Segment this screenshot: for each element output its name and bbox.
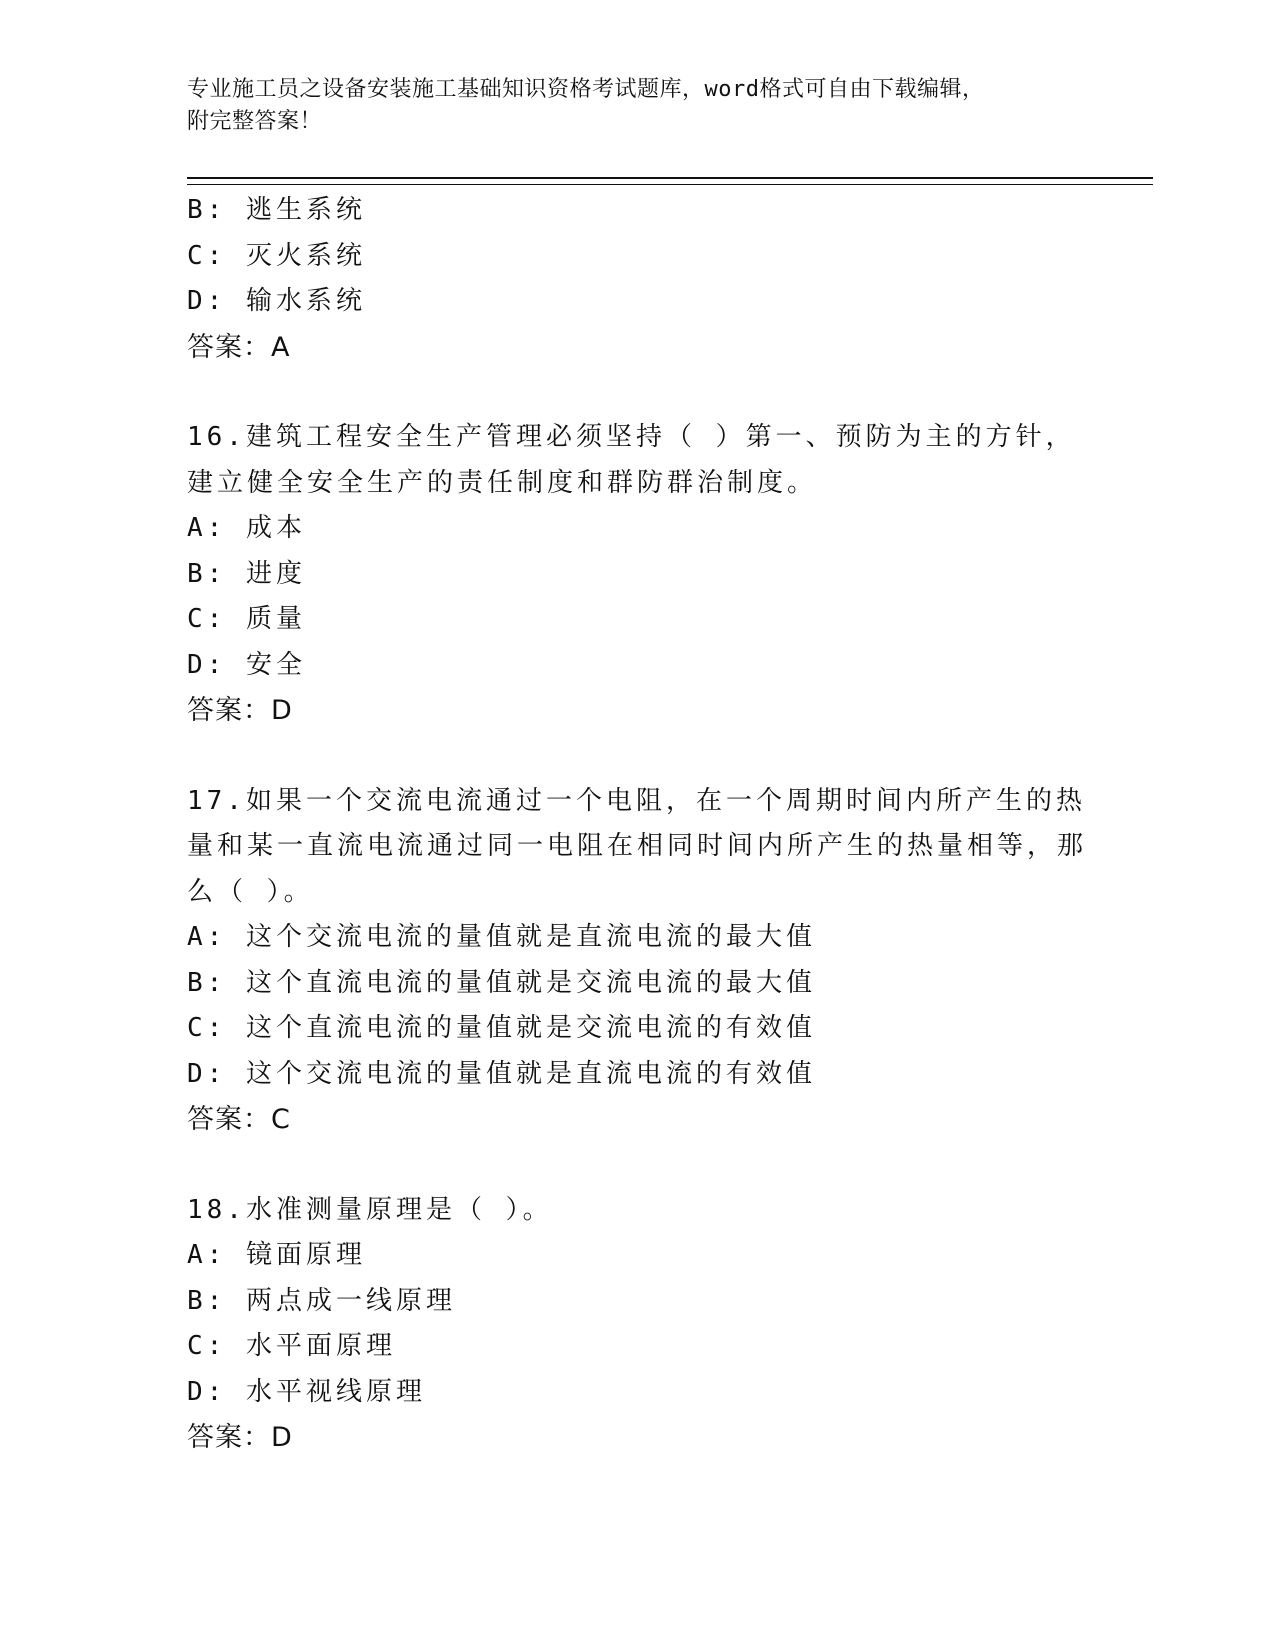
option-d: D: 安全: [187, 649, 306, 680]
answer: 答案：D: [187, 1422, 293, 1453]
option-d: D: 输水系统: [187, 286, 366, 316]
option-b: B: 这个直流电流的量值就是交流电流的最大值: [187, 967, 816, 998]
header-line-2: 附完整答案！: [187, 109, 323, 134]
option-a: A: 镜面原理: [187, 1240, 366, 1270]
spacer: [187, 734, 1087, 779]
answer: 答案：A: [187, 331, 291, 363]
answer: 答案：D: [187, 695, 293, 726]
question-15-continued: [187, 188, 1087, 370]
option-b: B: 逃生系统: [187, 195, 366, 225]
option-d: D: 水平视线原理: [187, 1376, 426, 1407]
option-a: A: 成本: [187, 513, 306, 543]
question-list: [187, 188, 1087, 1461]
question-16: [187, 415, 1087, 734]
option-a: A: 这个交流电流的量值就是直流电流的最大值: [187, 922, 816, 952]
spacer: [187, 370, 1087, 415]
option-d: D: 这个交流电流的量值就是直流电流的有效值: [187, 1058, 816, 1089]
option-c: C: 这个直流电流的量值就是交流电流的有效值: [187, 1013, 816, 1043]
option-c: C: 质量: [187, 604, 306, 634]
option-b: B: 两点成一线原理: [187, 1285, 456, 1316]
question-text: 17.如果一个交流电流通过一个电阻，在一个周期时间内所产生的热量和某一直流电流通过同一电阻在相同时间内所产生的热量相等，那么（ ）。: [187, 785, 1088, 907]
header-line-1: 专业施工员之设备安装施工基础知识资格考试题库，word格式可自由下载编辑，: [187, 77, 985, 102]
question-text: 16.建筑工程安全生产管理必须坚持（ ）第一、预防为主的方针，建立健全安全生产的责任制度和群防群治制度。: [187, 422, 1076, 498]
question-18: [187, 1188, 1087, 1461]
spacer: [187, 1143, 1087, 1188]
option-c: C: 水平面原理: [187, 1331, 396, 1361]
page-header: [187, 74, 1087, 138]
option-c: C: 灭火系统: [187, 240, 366, 271]
header-divider: [187, 177, 1153, 185]
option-b: B: 进度: [187, 558, 306, 589]
question-17: [187, 779, 1087, 1143]
answer: 答案：C: [187, 1104, 291, 1135]
question-text: 18.水准测量原理是（ ）。: [187, 1194, 553, 1225]
